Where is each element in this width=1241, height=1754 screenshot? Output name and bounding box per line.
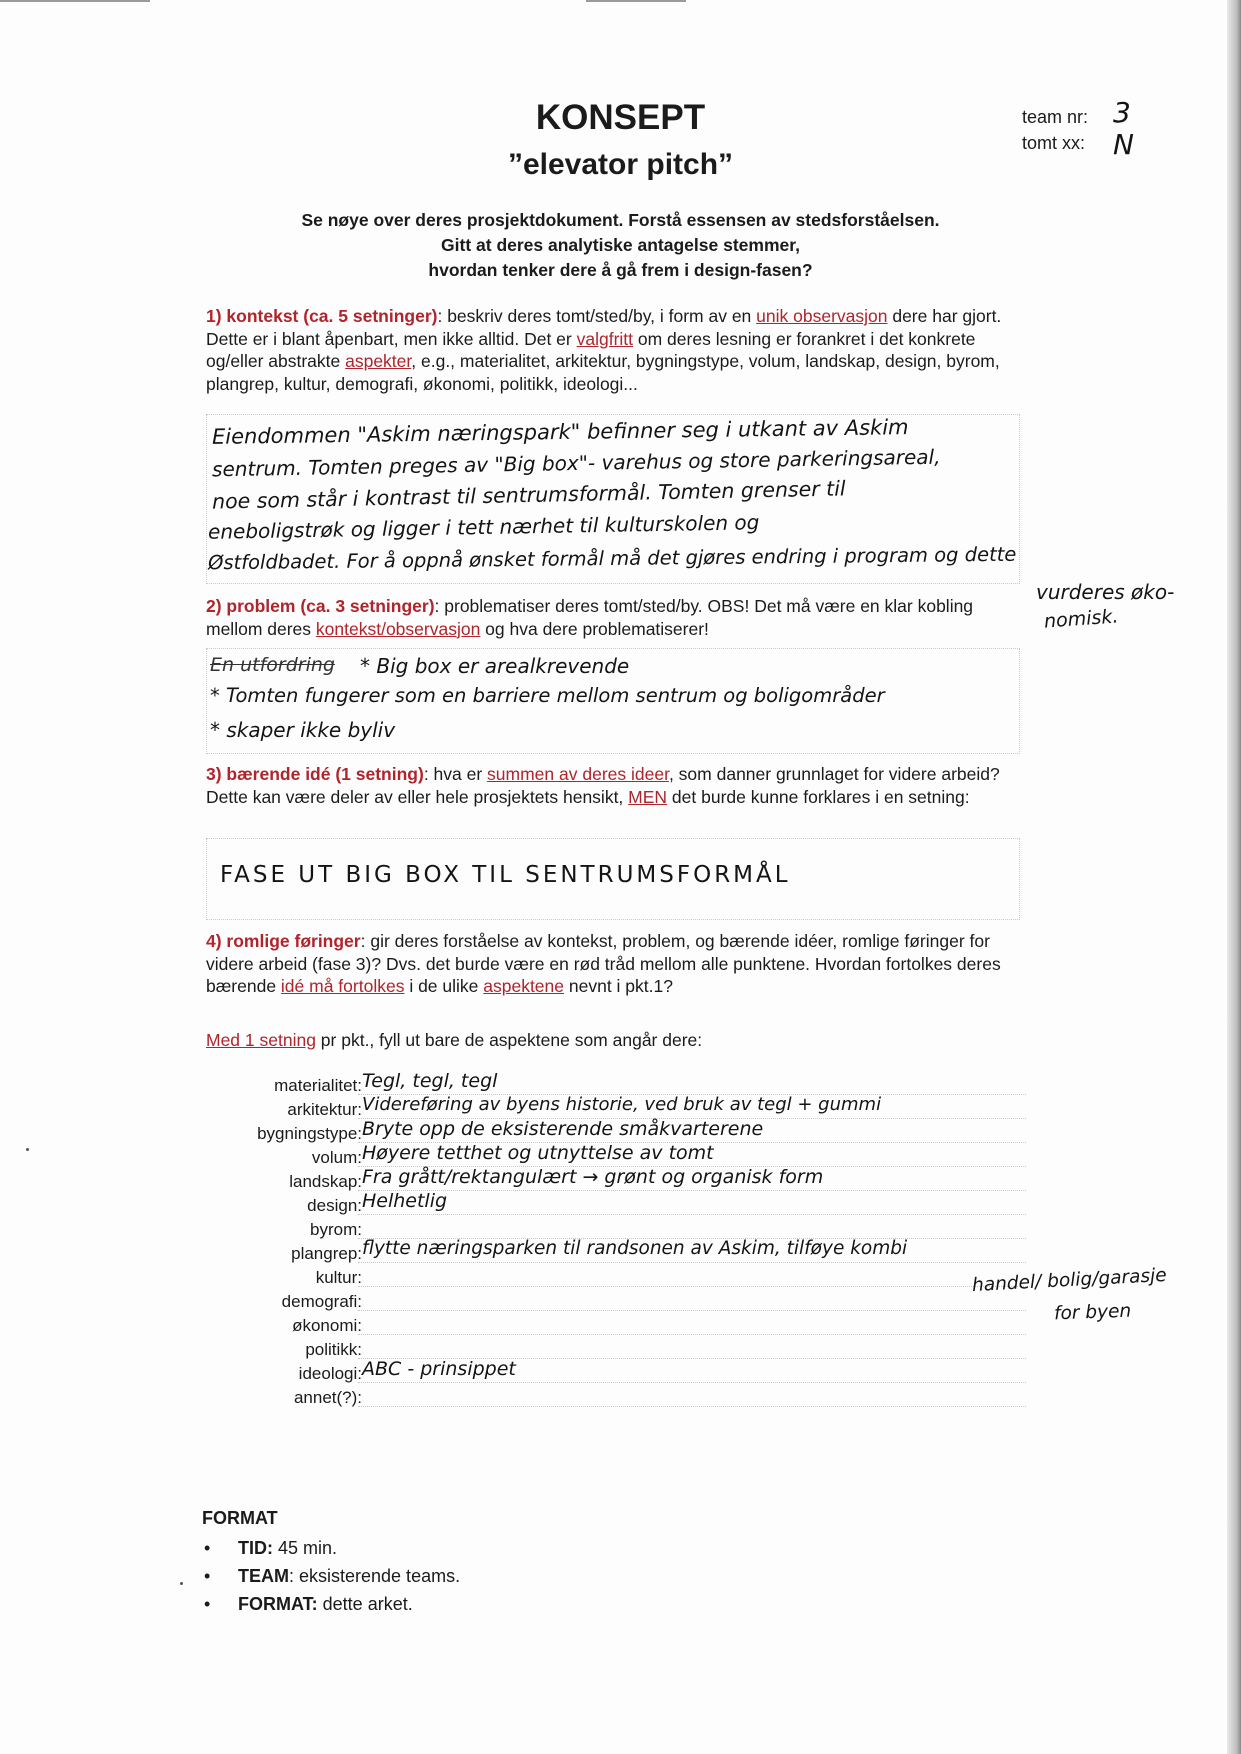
scan-artifact <box>586 0 686 2</box>
section-kontekst <box>206 305 1021 395</box>
answer-line: eneboligstrøk og ligger i tett nærhet til kulturskolen og <box>207 510 760 544</box>
aspect-label: politikk: <box>305 1340 362 1359</box>
aspect-label: landskap: <box>289 1172 362 1191</box>
tomt-value[interactable]: N <box>1113 128 1135 161</box>
aspect-value: Videreføring av byens historie, ved bruk av tegl + gummi <box>362 1094 882 1115</box>
aspect-value: Bryte opp de eksisterende småkvarterene <box>362 1118 764 1140</box>
aspect-line <box>358 1262 1026 1263</box>
aspect-value: Fra grått/rektangulært → grønt og organisk form <box>362 1166 824 1188</box>
scan-speck <box>180 1582 183 1585</box>
section-text: det burde kunne forklares i en setning: <box>667 786 970 807</box>
link-valgfritt: valgfritt <box>576 328 634 349</box>
link-unik-observasjon: unik observasjon <box>756 306 888 326</box>
link-aspekter: aspekter <box>345 351 412 371</box>
aspect-label: demografi: <box>281 1292 362 1311</box>
format-key: FORMAT: <box>238 1594 318 1614</box>
answer-line: vurderes øko- <box>1036 580 1175 604</box>
aspect-row-ideologi[interactable] <box>206 1358 1026 1386</box>
link-ide-ma-fortolkes: idé må fortolkes <box>280 976 405 996</box>
link-summen-av-deres-ideer: summen av deres ideer <box>487 764 669 784</box>
format-item <box>202 1590 460 1618</box>
aspect-label: materialitet: <box>274 1076 362 1095</box>
section-baerende-ide <box>206 763 1021 808</box>
format-list <box>202 1534 460 1618</box>
link-kontekst-observasjon: kontekst/observasjon <box>315 618 481 639</box>
answer-line: Eiendommen "Askim næringspark" befinner seg i utkant av Askim <box>211 415 909 449</box>
format-value: dette arket. <box>317 1594 413 1614</box>
section-text: : problematiser deres tomt/sted/by. OBS! Det må være en klar kobling mellom deres <box>206 596 974 639</box>
section-text: og hva dere problematiserer! <box>480 618 709 639</box>
aspect-value: Helhetlig <box>362 1190 448 1212</box>
intro-line: Gitt at deres analytiske antagelse stemmer, <box>441 235 800 255</box>
aspect-row-kultur[interactable] <box>206 1266 1026 1290</box>
aspect-value: Tegl, tegl, tegl <box>362 1070 498 1092</box>
aspect-line <box>358 1382 1026 1383</box>
aspect-label: annet(?): <box>293 1388 362 1407</box>
team-value[interactable]: 3 <box>1113 96 1132 129</box>
answer-line: nomisk. <box>1043 605 1120 633</box>
intro-text <box>0 208 1241 283</box>
link-med-1-setning: Med 1 setning <box>206 1030 316 1050</box>
aspect-line <box>358 1310 1026 1311</box>
aspect-row-annet[interactable] <box>206 1386 1026 1410</box>
section-text: dere har gjort. Dette er i blant åpenbart, men ikke alltid. Det er <box>206 306 1002 349</box>
aspect-row-plangrep[interactable] <box>206 1238 1026 1266</box>
aspect-row-demografi[interactable] <box>206 1290 1026 1314</box>
team-info <box>1022 104 1088 156</box>
aspect-label: ideologi: <box>298 1364 362 1383</box>
link-aspektene: aspektene <box>483 976 565 996</box>
answer-line: Østfoldbadet. For å oppnå ønsket formål må det gjøres endring i program og dette <box>207 542 1017 575</box>
aspect-label: design: <box>307 1196 362 1215</box>
section-text: : hva er <box>423 764 488 784</box>
team-label: team nr: <box>1022 107 1089 127</box>
aspect-line <box>358 1406 1026 1407</box>
aspect-label: plangrep: <box>291 1244 362 1263</box>
format-value: : eksisterende teams. <box>289 1566 461 1586</box>
aspect-label: kultur: <box>315 1268 362 1287</box>
aspect-value: flytte næringsparken til randsonen av Askim, tilføye kombi <box>362 1238 908 1259</box>
aspect-label: byrom: <box>310 1220 362 1239</box>
aspect-row-landskap[interactable] <box>206 1166 1026 1194</box>
section-problem <box>206 595 1021 640</box>
section-heading: 3) bærende idé (1 setning) <box>206 764 424 784</box>
format-key: TEAM <box>238 1566 289 1586</box>
struck-text: En utfordring <box>210 654 335 676</box>
aspect-row-okonomi[interactable] <box>206 1314 1026 1338</box>
aspect-value: ABC - prinsippet <box>362 1358 516 1380</box>
intro-line: hvordan tenker dere å gå frem i design-fasen? <box>428 260 813 280</box>
section-heading: 1) kontekst (ca. 5 setninger) <box>206 306 438 326</box>
answer-line: * Big box er arealkrevende <box>360 654 630 678</box>
format-value: 45 min. <box>273 1538 338 1558</box>
section-text: i de ulike <box>404 976 484 996</box>
aspect-overflow-line: for byen <box>1053 1300 1132 1325</box>
intro-line: Se nøye over deres prosjektdokument. Forstå essensen av stedsforståelsen. <box>301 210 940 230</box>
answer-line: sentrum. Tomten preges av "Big box"- varehus og store parkeringsareal, <box>211 444 941 482</box>
aspect-row-politikk[interactable] <box>206 1338 1026 1362</box>
answer-line: noe som står i kontrast til sentrumsformål. Tomten grenser til <box>211 476 846 514</box>
answer-line: * Tomten fungerer som en barriere mellom sentrum og boligområder <box>210 684 885 707</box>
scan-speck <box>26 1148 29 1151</box>
section-text: : gir deres forståelse av kontekst, problem, og bærende idéer, romlige føringer for videre arbeid (fase 3)? Dvs. det burde være en rød tråd mellom alle punktene. Hvordan fortolkes deres bærende <box>206 931 1001 996</box>
section-text: : beskriv deres tomt/sted/by, i form av en <box>437 306 757 326</box>
aspect-label: økonomi: <box>292 1316 362 1335</box>
section-heading: 2) problem (ca. 3 setninger) <box>206 596 435 616</box>
page-title: KONSEPT <box>535 98 706 137</box>
format-item <box>202 1562 460 1590</box>
aspect-label: bygningstype: <box>257 1124 362 1143</box>
section-text: , som danner grunnlaget for videre arbeid? Dette kan være deler av eller hele prosjektets hensikt, <box>206 764 1000 807</box>
aspect-overflow-line: handel/ bolig/garasje <box>971 1264 1168 1297</box>
aspect-line <box>358 1286 1026 1287</box>
section-text: nevnt i pkt.1? <box>564 976 673 996</box>
aspect-label: volum: <box>311 1148 362 1167</box>
section-text: , e.g., materialitet, arkitektur, bygningstype, volum, landskap, design, byrom, plangrep, kultur, demografi, økonomi, politikk, ideologi... <box>206 351 1000 394</box>
section-text: pr pkt., fyll ut bare de aspektene som angår dere: <box>315 1030 703 1050</box>
tomt-label: tomt xx: <box>1022 133 1086 153</box>
page-subtitle: ”elevator pitch” <box>507 148 734 181</box>
section-heading: 4) romlige føringer <box>206 931 361 951</box>
aspect-line <box>358 1334 1026 1335</box>
section-text: om deres lesning er forankret i det konkrete og/eller abstrakte <box>206 328 976 371</box>
aspect-label: arkitektur: <box>287 1100 362 1119</box>
aspect-line <box>358 1214 1026 1215</box>
answer-line: * skaper ikke byliv <box>210 718 396 742</box>
format-title: FORMAT <box>202 1508 278 1528</box>
aspect-value: Høyere tetthet og utnyttelse av tomt <box>362 1142 714 1164</box>
scan-artifact <box>0 0 150 2</box>
section-romlige-foringer <box>206 930 1021 998</box>
link-men: MEN <box>628 786 668 807</box>
format-key: TID: <box>238 1538 273 1558</box>
answer-line: FASE UT BIG BOX TIL SENTRUMSFORMÅL <box>220 862 791 888</box>
aspects-instruction <box>206 1029 1021 1052</box>
aspect-line <box>358 1190 1026 1191</box>
format-item <box>202 1534 460 1562</box>
aspect-row-design[interactable] <box>206 1190 1026 1218</box>
